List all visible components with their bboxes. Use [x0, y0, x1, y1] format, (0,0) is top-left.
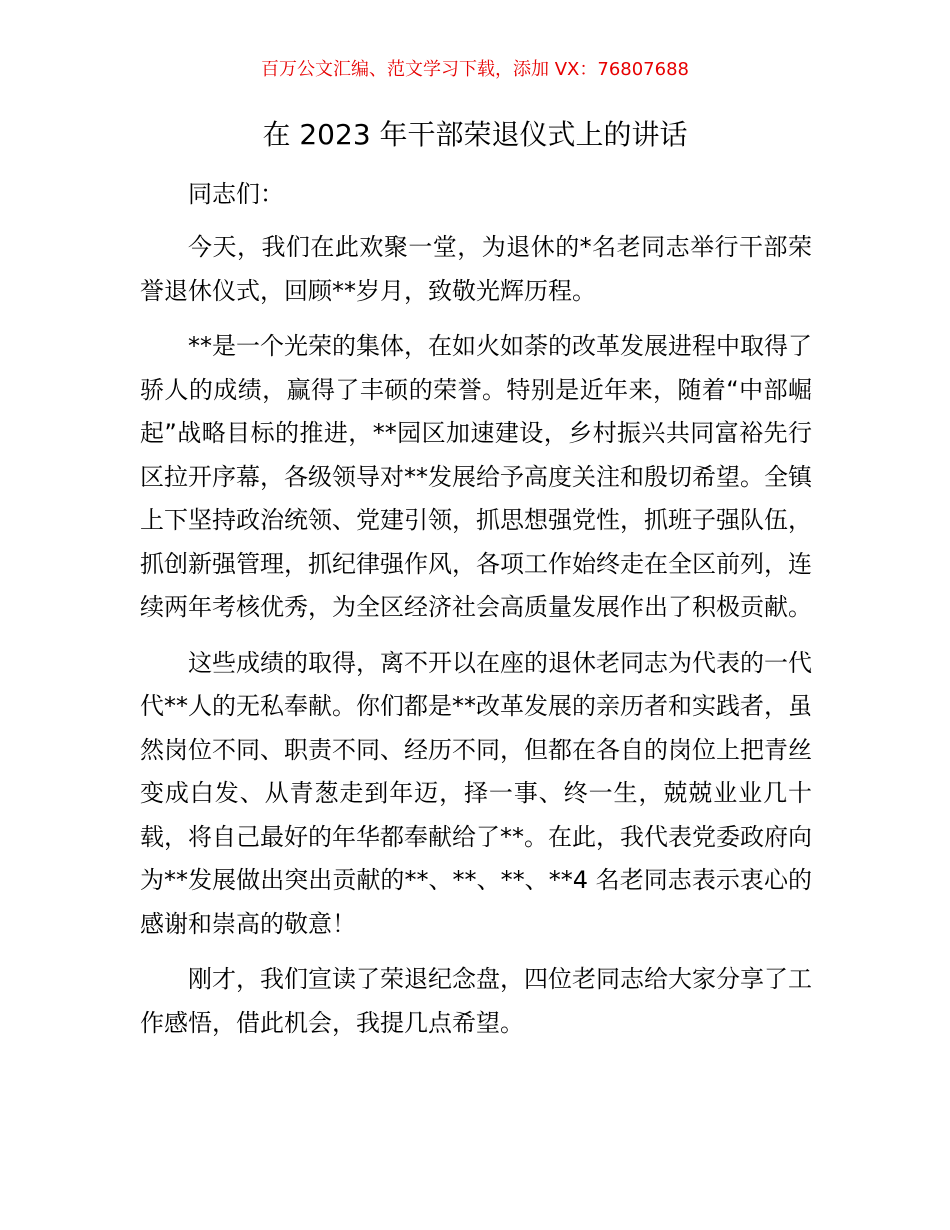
paragraph-1: 今天，我们在此欢聚一堂，为退休的*名老同志举行干部荣誉退休仪式，回顾**岁月，致敬光辉历程。 [140, 233, 812, 305]
paragraph-4: 刚才，我们宣读了荣退纪念盘，四位老同志给大家分享了工作感悟，借此机会，我提几点希望。 [140, 965, 812, 1037]
document-body [140, 174, 812, 1057]
watermark-header: 百万公文汇编、范文学习下载，添加 VX：76807688 [261, 59, 689, 80]
paragraph-2: **是一个光荣的集体，在如火如荼的改革发展进程中取得了骄人的成绩，赢得了丰硕的荣誉。特别是近年来，随着“中部崛起”战略目标的推进，**园区加速建设，乡村振兴共同富裕先行区拉开序幕，各级领导对**发展给予高度关注和殷切希望。全镇上下坚持政治统领、党建引领，抓思想强党性，抓班子强队伍，抓创新强管理，抓纪律强作风，各项工作始终走在全区前列，连续两年考核优秀，为全区经济社会高质量发展作出了积极贡献。 [140, 332, 812, 621]
page-title: 在 2023 年干部荣退仪式上的讲话 [262, 118, 688, 151]
salutation: 同志们： [188, 180, 284, 208]
paragraph-3: 这些成绩的取得，离不开以在座的退休老同志为代表的一代代**人的无私奉献。你们都是**改革发展的亲历者和实践者，虽然岗位不同、职责不同、经历不同，但都在各自的岗位上把青丝变成白发、从青葱走到年迈，择一事、终一生，兢兢业业几十载，将自己最好的年华都奉献给了**。在此，我代表党委政府向为**发展做出突出贡献的**、**、**、**4 名老同志表示衷心的感谢和崇高的敬意！ [140, 648, 812, 938]
